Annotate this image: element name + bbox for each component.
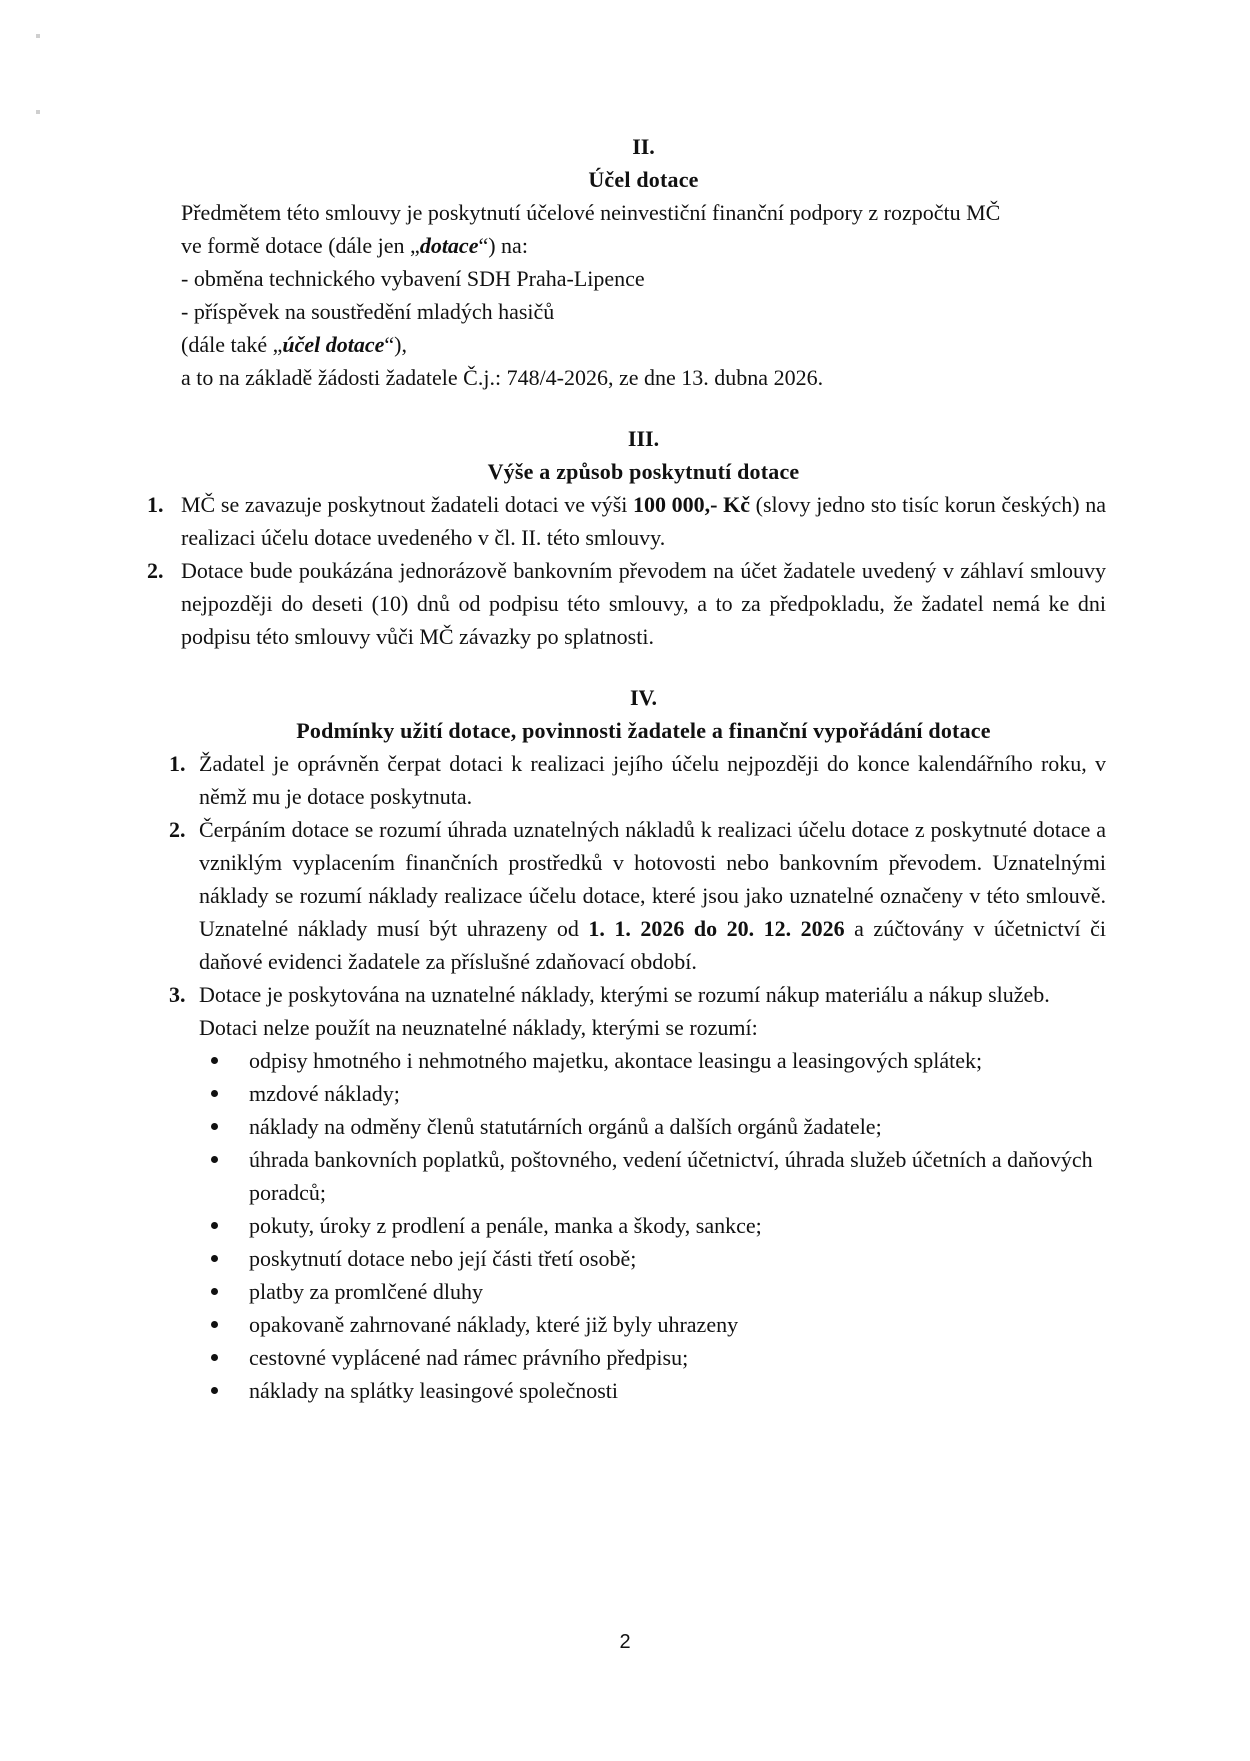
text-run: MČ se zavazuje poskytnout žadateli dotaci ve výši <box>181 492 634 517</box>
item-number: 3. <box>169 982 186 1007</box>
text-run: Čerpáním dotace se rozumí úhrada uznatelných nákladů k realizaci účelu dotace z poskytnuté dotace a vzniklým vyplacením finančních prostředků v hotovosti nebo bankovním převodem. Uznatelnými náklady se rozumí náklady realizace účelu dotace, které jsou jako uznatelné označeny v této smlouvě. Uznatelné náklady musí být uhrazeny od <box>199 817 1106 941</box>
document-body <box>147 130 1106 1407</box>
list-item <box>169 978 1106 1044</box>
bullet-icon <box>211 1387 218 1394</box>
section-2 <box>181 130 1106 394</box>
bullet-list <box>181 1044 1106 1407</box>
bullet-icon <box>211 1057 218 1064</box>
bullet-item <box>211 1209 1106 1242</box>
bullet-text: mzdové náklady; <box>249 1081 400 1106</box>
section-title: Účel dotace <box>588 167 699 192</box>
item-number: 1. <box>147 492 164 517</box>
paragraph-line: - příspěvek na soustředění mladých hasičů <box>181 299 555 324</box>
bullet-icon <box>211 1288 218 1295</box>
bullet-text: pokuty, úroky z prodlení a penále, manka a škody, sankce; <box>249 1213 762 1238</box>
section-number: III. <box>627 426 660 451</box>
list-item <box>169 747 1106 813</box>
paragraph-line <box>181 229 1106 262</box>
text-run: Dotace je poskytována na uznatelné náklady, kterými se rozumí nákup materiálu a nákup služeb. <box>199 982 1050 1007</box>
bullet-icon <box>211 1222 218 1229</box>
item-number: 2. <box>169 817 186 842</box>
bullet-item <box>211 1374 1106 1407</box>
bullet-item <box>211 1110 1106 1143</box>
bullet-icon <box>211 1321 218 1328</box>
text-run: “), <box>384 332 407 357</box>
bullet-item <box>211 1077 1106 1110</box>
item-number: 2. <box>147 558 164 583</box>
bullet-icon <box>211 1354 218 1361</box>
list-item <box>147 488 1106 554</box>
item-number: 1. <box>169 751 186 776</box>
scan-artifact <box>36 34 40 38</box>
bullet-text: platby za promlčené dluhy <box>249 1279 483 1304</box>
paragraph-line: a to na základě žádosti žadatele Č.j.: 748/4-2026, ze dne 13. dubna 2026. <box>181 365 824 390</box>
section-title: Výše a způsob poskytnutí dotace <box>487 459 800 484</box>
section-number: IV. <box>629 685 658 710</box>
bullet-text: cestovné vyplácené nad rámec právního předpisu; <box>249 1345 689 1370</box>
text-run: (slovy jedno sto tisíc korun českých) na realizaci účelu dotace uvedeného v čl. II. této smlouvy. <box>181 492 1106 550</box>
list-item <box>169 813 1106 978</box>
text-run: Žadatel je oprávněn čerpat dotaci k realizaci jejího účelu nejpozději do konce kalendářního roku, v němž mu je dotace poskytnuta. <box>199 751 1106 809</box>
page-number: 2 <box>619 1631 631 1653</box>
bullet-icon <box>211 1156 218 1163</box>
bullet-icon <box>211 1090 218 1097</box>
amount: 100 000,- Kč <box>633 492 751 517</box>
text-run: ve formě dotace (dále jen „ <box>181 233 420 258</box>
paragraph-line: - obměna technického vybavení SDH Praha-Lipence <box>181 266 645 291</box>
text-run: “) na: <box>478 233 528 258</box>
text-run: (dále také „ <box>181 332 283 357</box>
defined-term: účel dotace <box>282 332 385 357</box>
bullet-text: náklady na splátky leasingové společnosti <box>249 1378 619 1403</box>
list-item <box>147 554 1106 653</box>
date-range: 1. 1. 2026 do 20. 12. 2026 <box>588 916 845 941</box>
text-run: Dotace bude poukázána jednorázově bankovním převodem na účet žadatele uvedený v záhlaví smlouvy nejpozději do deseti (10) dnů od podpisu této smlouvy, a to za předpokladu, že žadatel nemá ke dni podpisu této smlouvy vůči MČ závazky po splatnosti. <box>181 558 1106 649</box>
bullet-text: opakovaně zahrnované náklady, které již byly uhrazeny <box>249 1312 739 1337</box>
numbered-list <box>169 747 1106 1044</box>
bullet-text: odpisy hmotného i nehmotného majetku, akontace leasingu a leasingových splátek; <box>249 1048 983 1073</box>
text-run: a zúčtovány v účetnictví či daňové evidenci žadatele za příslušné zdaňovací období. <box>199 916 1106 974</box>
bullet-item <box>211 1143 1106 1209</box>
bullet-text: náklady na odměny členů statutárních orgánů a dalších orgánů žadatele; <box>249 1114 882 1139</box>
bullet-icon <box>211 1255 218 1262</box>
section-3 <box>147 422 1106 653</box>
paragraph-line <box>181 328 1106 361</box>
sub-paragraph: Dotaci nelze použít na neuznatelné náklady, kterými se rozumí: <box>199 1015 758 1040</box>
bullet-item <box>211 1242 1106 1275</box>
section-title: Podmínky užití dotace, povinnosti žadatele a finanční vypořádání dotace <box>296 718 991 743</box>
bullet-text: poskytnutí dotace nebo její části třetí osobě; <box>249 1246 637 1271</box>
bullet-item <box>211 1275 1106 1308</box>
defined-term: dotace <box>419 233 479 258</box>
paragraph-line: Předmětem této smlouvy je poskytnutí účelové neinvestiční finanční podpory z rozpočtu MČ <box>181 200 1001 225</box>
section-4 <box>169 681 1106 1407</box>
section-number: II. <box>632 134 655 159</box>
bullet-icon <box>211 1123 218 1130</box>
bullet-item <box>211 1308 1106 1341</box>
bullet-item <box>211 1341 1106 1374</box>
numbered-list <box>147 488 1106 653</box>
bullet-item <box>211 1044 1106 1077</box>
bullet-text: úhrada bankovních poplatků, poštovného, vedení účetnictví, úhrada služeb účetních a daňových poradců; <box>249 1147 1093 1205</box>
scan-artifact <box>36 110 40 114</box>
